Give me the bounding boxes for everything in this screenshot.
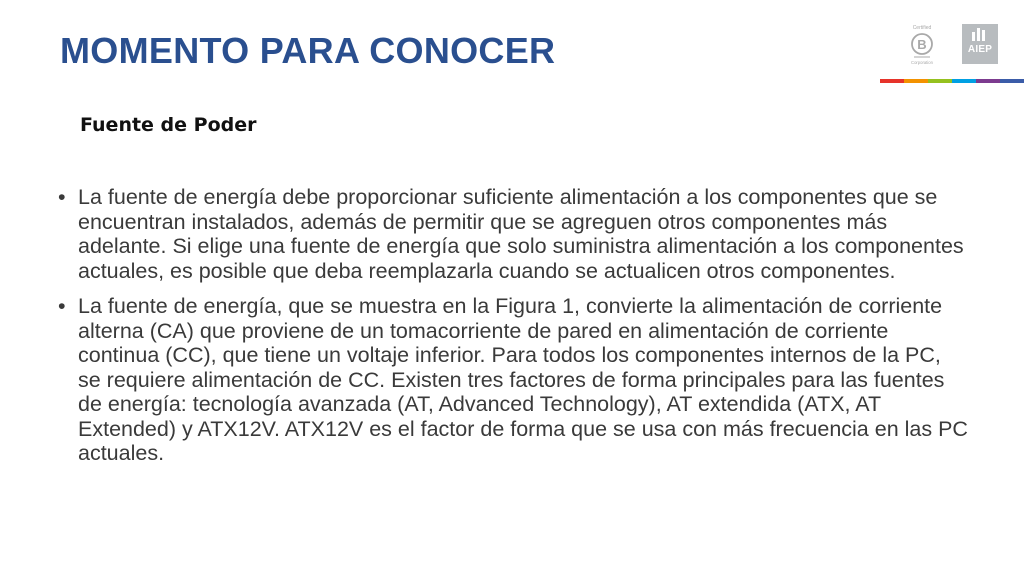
- slide-title: MOMENTO PARA CONOCER: [60, 30, 556, 71]
- color-bar-segment: [880, 79, 904, 83]
- bullet-text: La fuente de energía debe proporcionar suficiente alimentación a los componentes que se encuentran instalados, además de permitir que se agreguen otros componentes más adelante. Si elige una fuente de energía que solo suministra alimentación a los componentes actuales, es posible que deba reemplazarla cuando se actualicen otros componentes.: [78, 185, 964, 283]
- b-corp-certified-text: Certified: [912, 25, 932, 31]
- bullet-item: [58, 294, 968, 466]
- aiep-logo-mark: [962, 24, 998, 44]
- bullet-text: La fuente de energía, que se muestra en la Figura 1, convierte la alimentación de corriente alterna (CA) que proviene de un tomacorriente de pared en alimentación de corriente continua (CC), que tiene un voltaje inferior. Para todos los componentes internos de la PC, se requiere alimentación de CC. Existen tres factores de forma principales para las fuentes de energía: tecnología avanzada (AT, Advanced Technology), AT extendida (ATX, AT Extended) y ATX12V. ATX12V es el factor de forma que se usa con más frecuencia en las PC actuales.: [78, 294, 968, 465]
- color-bar-segment: [928, 79, 952, 83]
- slide-subtitle: Fuente de Poder: [80, 114, 257, 136]
- color-bar-segment: [976, 79, 1000, 83]
- bullet-item: [58, 185, 968, 283]
- b-corp-letter: B: [917, 37, 927, 52]
- aiep-logo-text: AIEP: [967, 44, 993, 55]
- b-corp-corporation-text: Corporation: [911, 60, 933, 65]
- bullet-list: [58, 185, 968, 477]
- aiep-logo: [962, 24, 998, 64]
- color-bar-segment: [1000, 79, 1024, 83]
- b-corp-logo: [906, 24, 938, 66]
- brand-color-bar: [880, 79, 1024, 83]
- bullet-marker: •: [58, 185, 66, 209]
- color-bar-segment: [952, 79, 976, 83]
- color-bar-segment: [904, 79, 928, 83]
- bullet-marker: •: [58, 294, 66, 318]
